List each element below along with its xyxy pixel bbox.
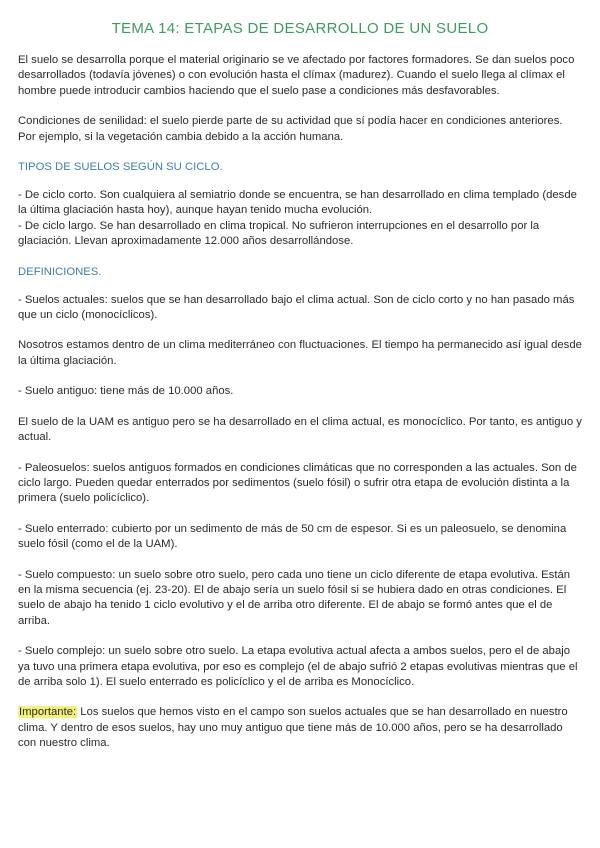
mediterranean-paragraph: Nosotros estamos dentro de un clima mediterráneo con fluctuaciones. El tiempo ha permanecido así igual desde la última glaciación. <box>18 339 582 367</box>
complex-soil-definition: - Suelo complejo: un suelo sobre otro suelo. La etapa evolutiva actual afecta a ambos suelos, pero el de abajo ya tuvo una primera etapa evolutiva, por eso es complejo (el de abajo sufrió 2 etapas evolutivas mientras que el de arriba solo 1). El suelo enterrado es policíclico y el de arriba es Monocíclico. <box>18 645 578 688</box>
definitions-heading: DEFINICIONES. <box>18 265 102 278</box>
ancient-soil-definition: - Suelo antiguo: tiene más de 10.000 años. <box>18 385 234 398</box>
intro-paragraph: El suelo se desarrolla porque el material originario se ve afectado por factores formadores. Se dan suelos poco desarrollados (todavía jóvenes) o con evolución hasta el clímax (madurez). Cuando el suelo llega al clímax el hombre puede introducir cambios haciendo que el suelo pase a condiciones más desfavorables. <box>18 54 575 97</box>
compound-soil-definition: - Suelo compuesto: un suelo sobre otro suelo, pero cada uno tiene un ciclo diferente de etapa evolutiva. Están en la misma secuencia (ej. 23-20). El de abajo sería un suelo fósil si se hubiera dado en otras condiciones. El suelo de abajo ha tenido 1 ciclo evolutivo y el de arriba otro diferente. El de abajo se formó antes que el de arriba. <box>18 568 571 627</box>
short-cycle-item: - De ciclo corto. Son cualquiera al semiatrio donde se encuentra, se han desarrollado en clima templado (desde la última glaciación hasta hoy), aunque hayan tenido mucha evolución. <box>18 189 577 217</box>
conditions-paragraph: Condiciones de senilidad: el suelo pierde parte de su actividad que sí podía hacer en condiciones anteriores. Por ejemplo, si la vegetación cambia debido a la acción humana. <box>18 115 563 143</box>
important-note <box>18 705 582 751</box>
types-heading: TIPOS DE SUELOS SEGÚN SU CICLO. <box>18 161 223 174</box>
paleosols-definition: - Paleosuelos: suelos antiguos formados en condiciones climáticas que no corresponden a las actuales. Son de ciclo largo. Pueden quedar enterrados por sedimentos (suelo fósil) o sufrir otra etapa de evolución distinta a la primera (suelo policíclico). <box>18 461 577 505</box>
important-text: Los suelos que hemos visto en el campo son suelos actuales que se han desarrollado en nuestro clima. Y dentro de esos suelos, hay uno muy antiguo que tiene más de 10.000 años, pero se ha desarrollado con nuestro clima. <box>18 706 568 750</box>
uam-soil-paragraph: El suelo de la UAM es antiguo pero se ha desarrollado en el clima actual, es monocíclico. Por tanto, es antiguo y actual. <box>18 415 582 444</box>
important-label: Importante: <box>19 706 77 719</box>
cycle-types-list <box>18 188 582 250</box>
page-title: TEMA 14: ETAPAS DE DESARROLLO DE UN SUELO <box>111 20 489 37</box>
buried-soil-definition: - Suelo enterrado: cubierto por un sedimento de más de 50 cm de espesor. Si es un paleosuelo, se denomina suelo fósil (como el de la UAM). <box>18 522 567 551</box>
current-soils-definition: - Suelos actuales: suelos que se han desarrollado bajo el clima actual. Son de ciclo corto y no han pasado más que un ciclo (monocíclicos). <box>18 293 575 322</box>
long-cycle-item: - De ciclo largo. Se han desarrollado en clima tropical. No sufrieron interrupciones en el desarrollo por la glaciación. Llevan aproximadamente 12.000 años desarrollándose. <box>18 219 540 248</box>
